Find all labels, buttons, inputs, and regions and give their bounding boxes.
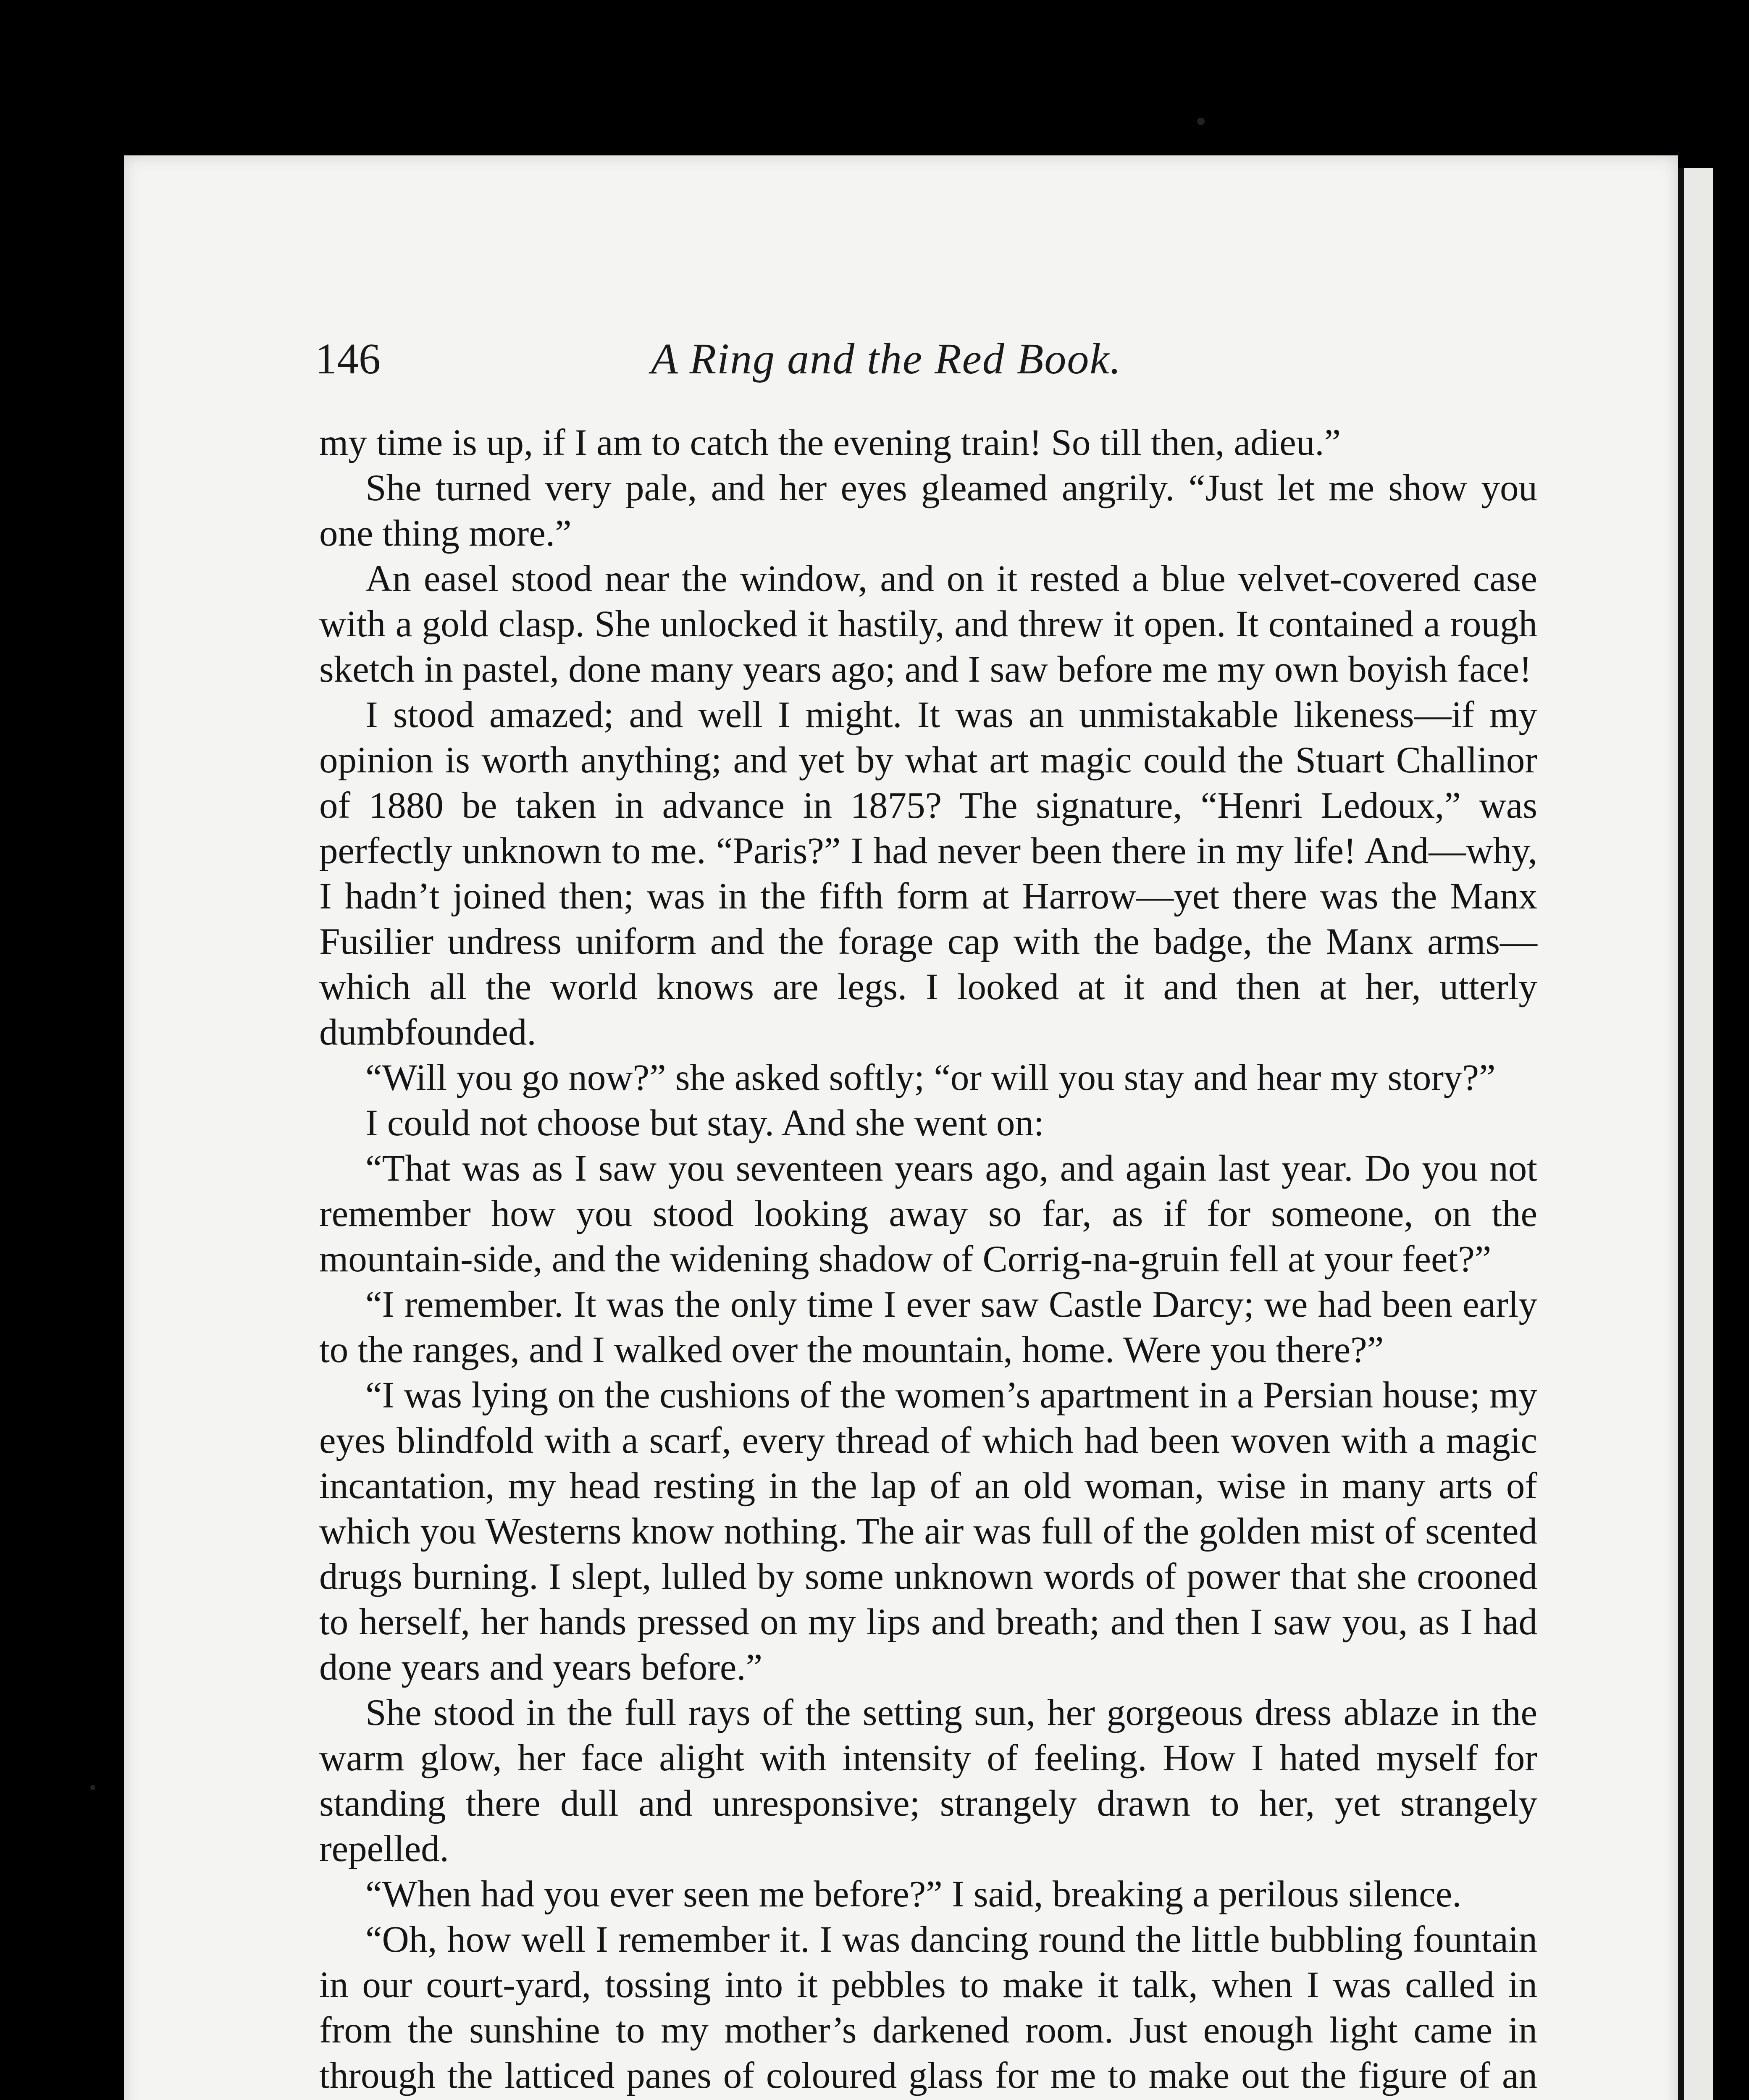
running-title: A Ring and the Red Book.	[651, 335, 1122, 383]
paragraph: “When had you ever seen me before?” I said, breaking a perilous silence.	[365, 1874, 1462, 1915]
paragraph: “Will you go now?” she asked softly; “or will you stay and hear my story?”	[365, 1057, 1496, 1098]
page-number: 146	[315, 335, 381, 383]
next-page-edge	[1678, 168, 1713, 2100]
paragraph: She turned very pale, and her eyes gleamed angrily. “Just let me show you one thing more.”	[319, 467, 1537, 554]
paragraph: An easel stood near the window, and on it rested a blue velvet-covered case with a gold clasp. She unlocked it hastily, and threw it open. It contained a rough sketch in pastel, done many years ago; and I saw before me my own boyish face!	[319, 558, 1537, 690]
dust-speck	[1197, 118, 1205, 125]
dust-speck	[90, 1785, 95, 1790]
paragraph: “I was lying on the cushions of the women’s apartment in a Persian house; my eyes blindfold with a scarf, every thread of which had been woven with a magic incantation, my head resting in the lap of an old woman, wise in many arts of which you Westerns know nothing. The air was full of the golden mist of scented drugs burning. I slept, lulled by some unknown words of power that she crooned to herself, her hands pressed on my lips and breath; and then I saw you, as I had done years and years before.”	[319, 1375, 1537, 1688]
paragraph: I could not choose but stay. And she went on:	[365, 1102, 1044, 1144]
page-header	[315, 332, 1533, 386]
paragraph: I stood amazed; and well I might. It was an unmistakable likeness—if my opinion is worth anything; and yet by what art magic could the Stuart Challinor of 1880 be taken in advance in 1875? The signature, “Henri Ledoux,” was perfectly unknown to me. “Paris?” I had never been there in my life! And—why, I hadn’t joined then; was in the fifth form at Harrow—yet there was the Manx Fusilier undress uniform and the forage cap with the badge, the Manx arms—which all the world knows are legs. I looked at it and then at her, utterly dumbfounded.	[319, 694, 1537, 1053]
paragraph: She stood in the full rays of the setting sun, her gorgeous dress ablaze in the warm glow, her face alight with intensity of feeling. How I hated myself for standing there dull and unresponsive; strangely drawn to her, yet strangely repelled.	[319, 1692, 1537, 1869]
page-body	[319, 420, 1537, 2100]
paragraph: “That was as I saw you seventeen years ago, and again last year. Do you not remember how you stood looking away so far, as if for someone, on the mountain-side, and the widening shadow of Corrig-na-gruin fell at your feet?”	[319, 1148, 1537, 1280]
paragraph: “Oh, how well I remember it. I was dancing round the little bubbling fountain in our court-yard, tossing into it pebbles to make it talk, when I was called in from the sunshine to my mother’s darkened room. Just enough light came in through the latticed panes of coloured glass for me to make out the figure of an	[319, 1919, 1537, 2096]
paragraph: “I remember. It was the only time I ever saw Castle Darcy; we had been early to the ranges, and I walked over the mountain, home. Were you there?”	[319, 1284, 1537, 1370]
paragraph: my time is up, if I am to catch the evening train! So till then, adieu.”	[319, 422, 1341, 463]
